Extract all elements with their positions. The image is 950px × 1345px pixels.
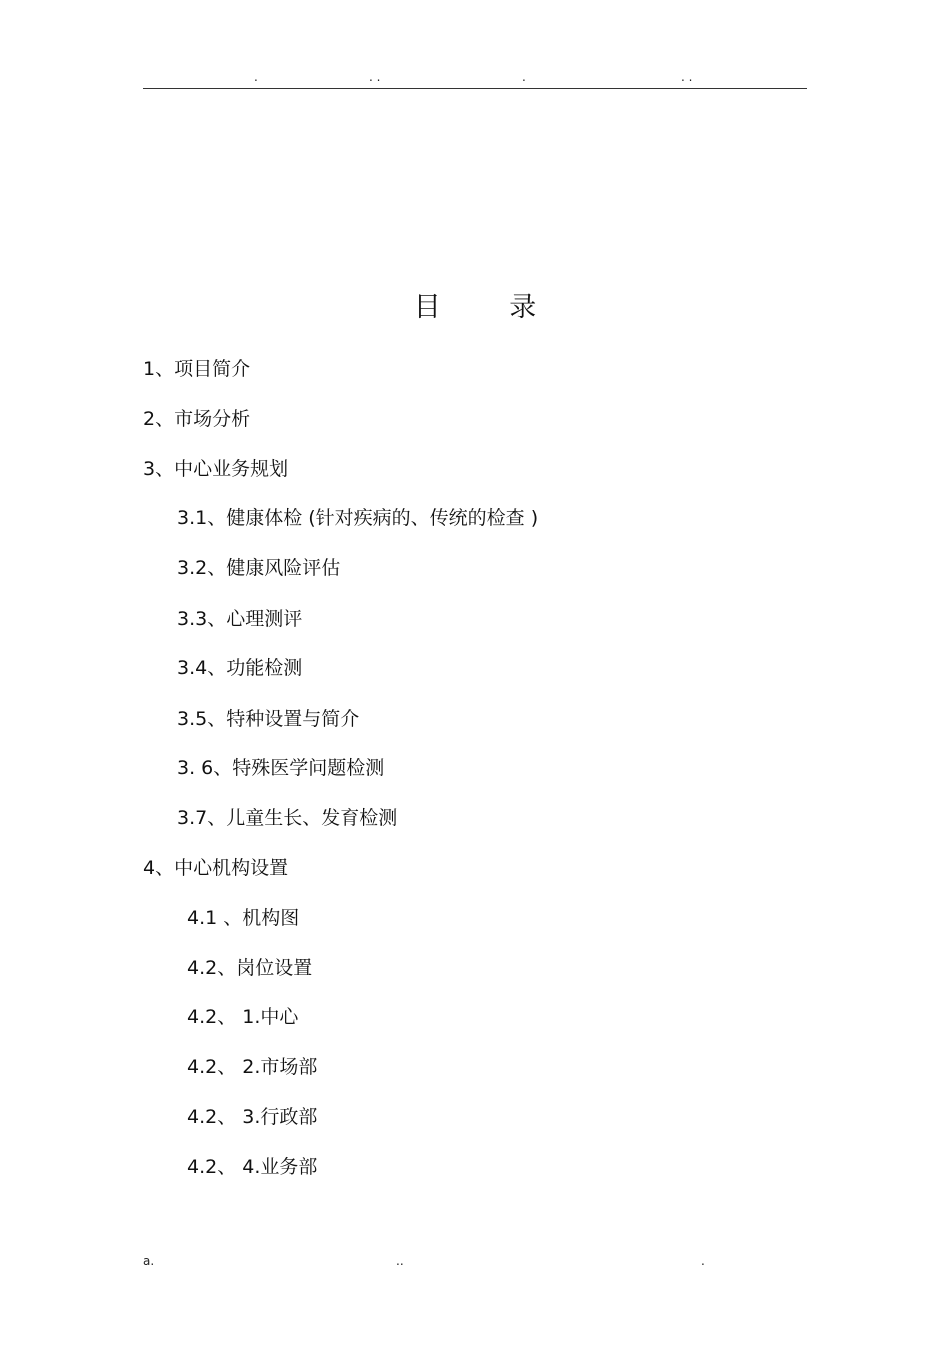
toc-entry: 4、中心机构设置 <box>143 857 289 879</box>
toc-entry: 3.2、健康风险评估 <box>177 557 341 579</box>
toc-entry: 4.2、 4.业务部 <box>187 1156 318 1178</box>
footer-mark: a. <box>143 1254 155 1268</box>
toc-entry: 4.2、岗位设置 <box>187 957 313 979</box>
toc-entry: 4.2、 2.市场部 <box>187 1056 318 1078</box>
footer-mark: .. <box>396 1254 404 1268</box>
footer-mark: . <box>701 1254 705 1268</box>
toc-entry: 3.7、儿童生长、发育检测 <box>177 807 398 829</box>
header-mark: . . <box>681 70 693 84</box>
toc-entry: 3.5、特种设置与简介 <box>177 708 360 730</box>
header-divider <box>143 88 807 89</box>
toc-entry: 3.4、功能检测 <box>177 657 303 679</box>
toc-entry: 1、项目简介 <box>143 358 251 380</box>
header-mark: . <box>522 70 526 84</box>
page-title: 目 录 <box>413 292 567 323</box>
toc-entry: 2、市场分析 <box>143 408 251 430</box>
toc-entry: 3、中心业务规划 <box>143 458 289 480</box>
toc-entry: 4.2、 1.中心 <box>187 1006 299 1028</box>
toc-entry: 3. 6、特殊医学问题检测 <box>177 757 385 779</box>
toc-entry: 4.2、 3.行政部 <box>187 1106 318 1128</box>
toc-entry: 4.1 、机构图 <box>187 907 300 929</box>
toc-entry: 3.3、心理测评 <box>177 608 303 630</box>
header-mark: . <box>254 70 258 84</box>
toc-entry: 3.1、健康体检 (针对疾病的、传统的检查 ) <box>177 507 539 529</box>
header-mark: . . <box>369 70 381 84</box>
